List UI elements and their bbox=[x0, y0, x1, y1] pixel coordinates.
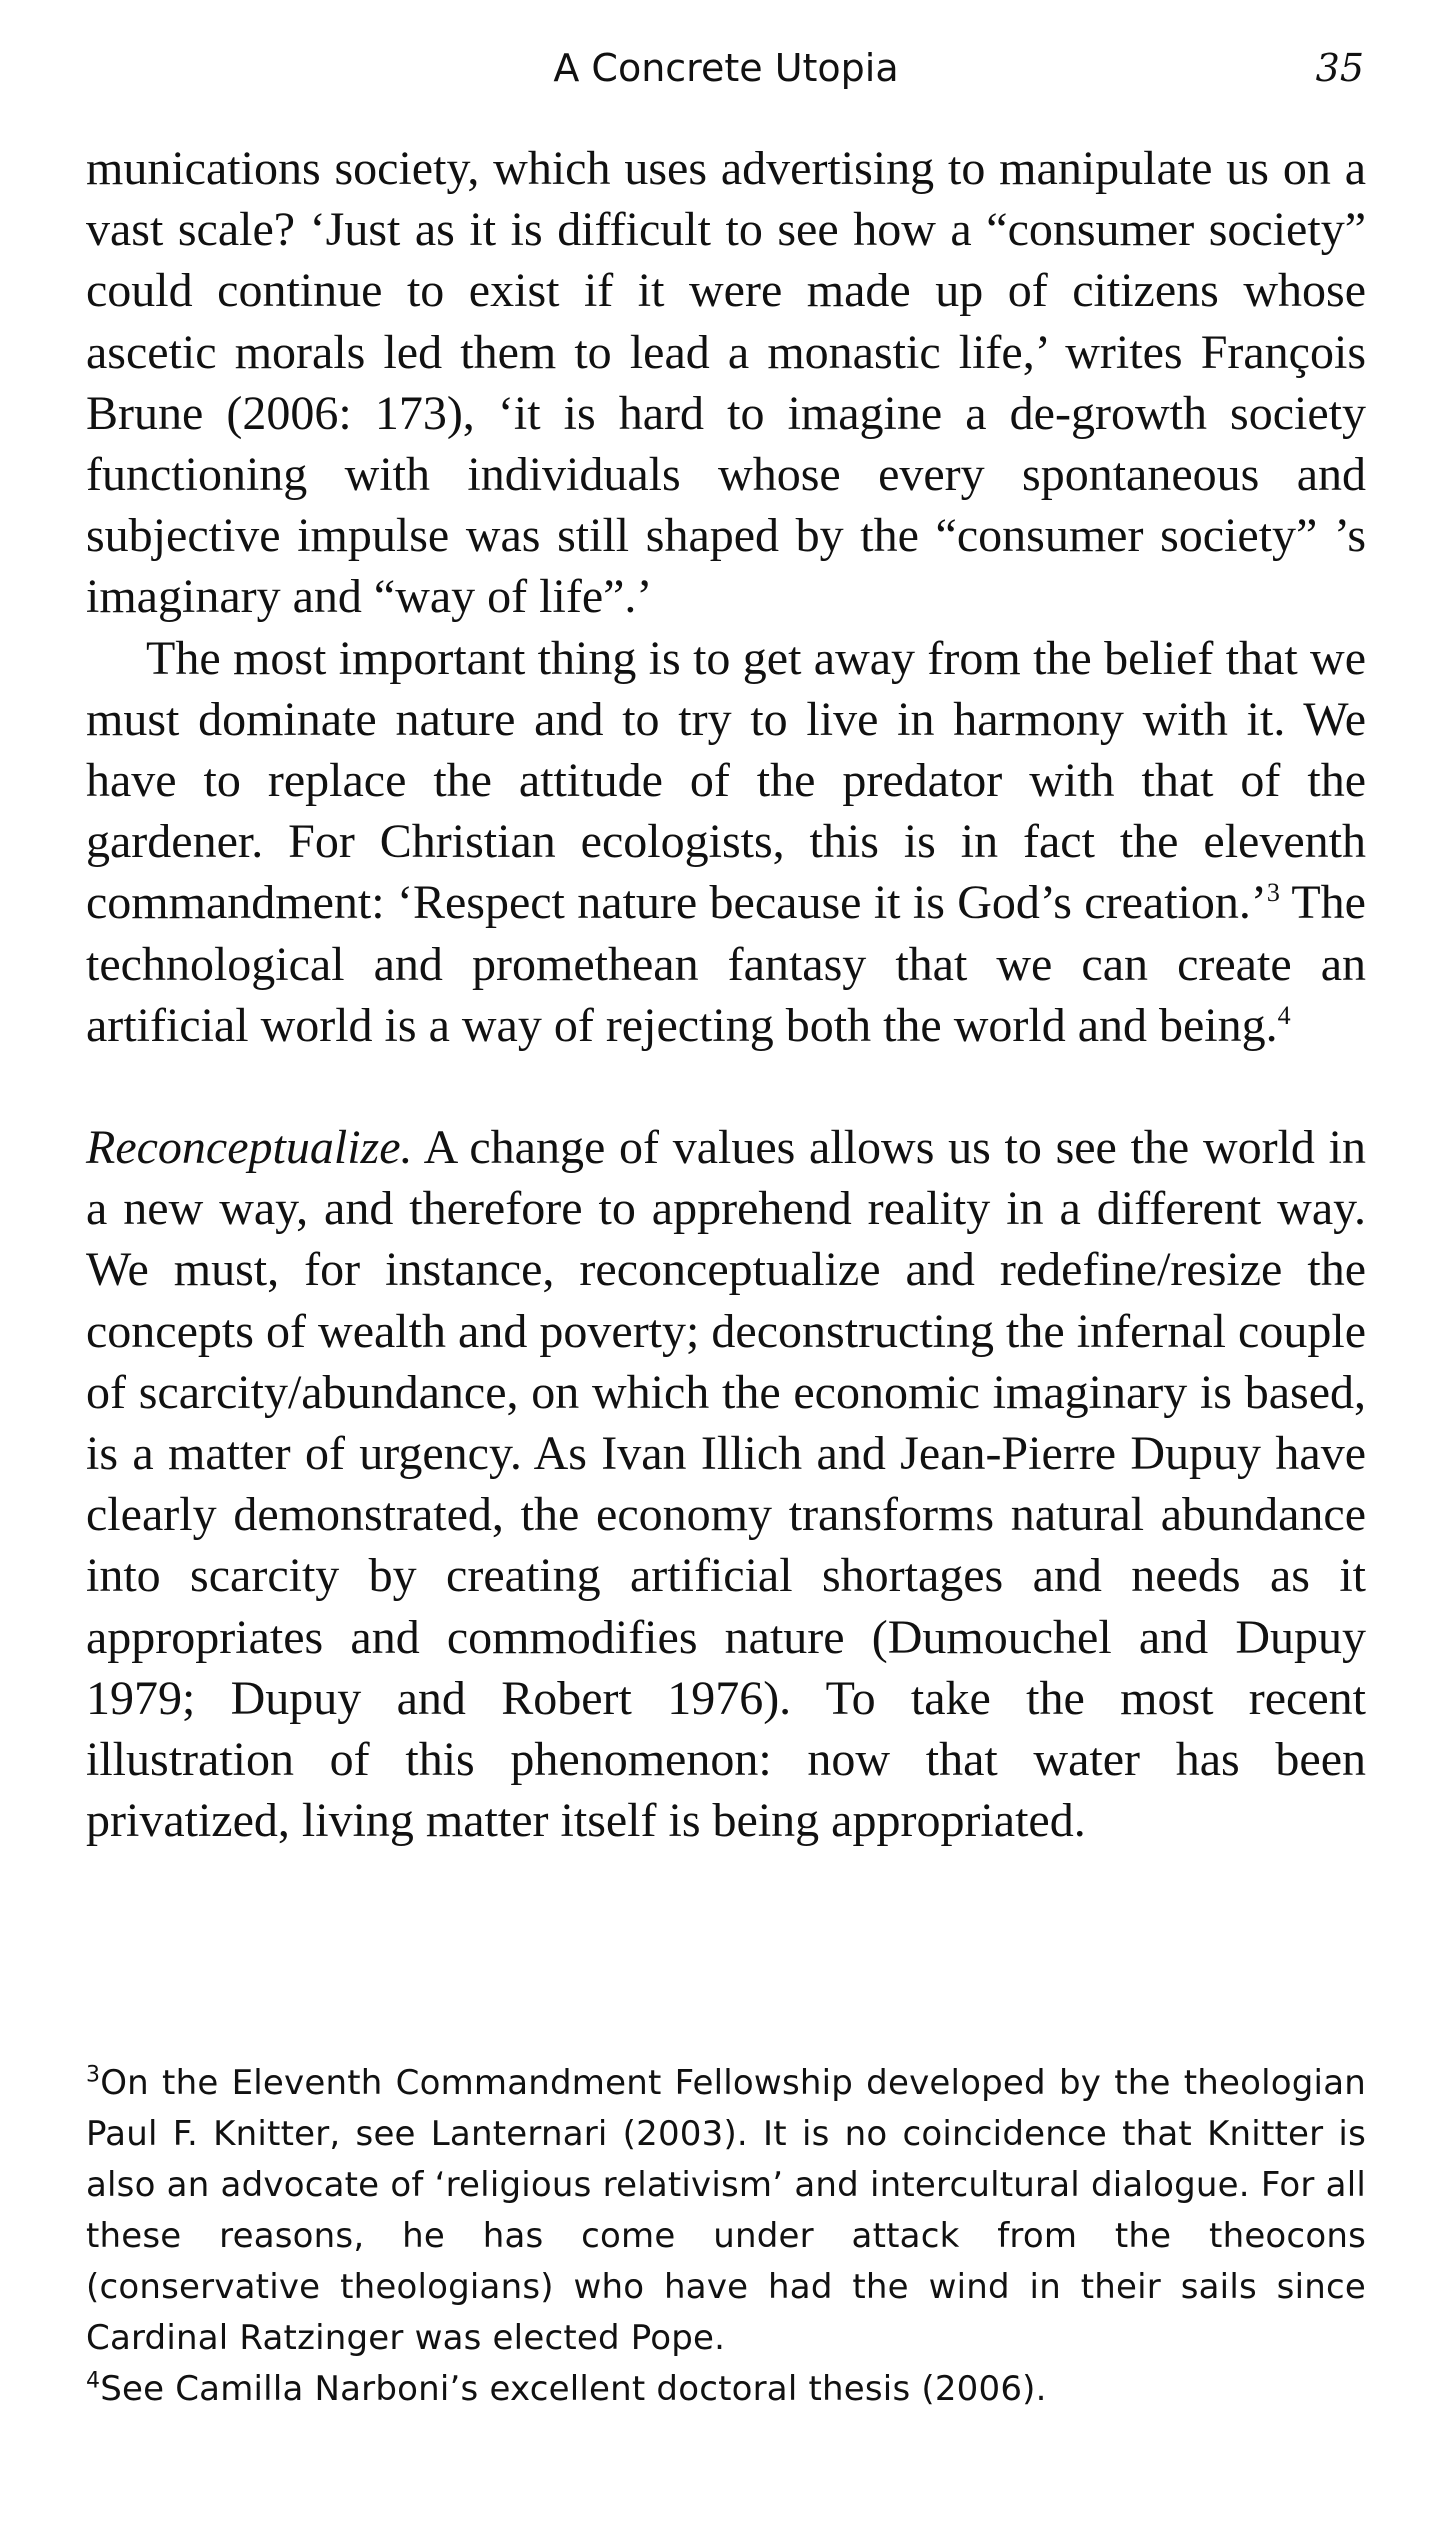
paragraph-2-text-b: The technological and promethean fantasy that we can create an artificial world is a way of rejecting both the world and being. bbox=[86, 876, 1366, 1052]
body-text bbox=[86, 138, 1366, 1851]
footnotes bbox=[86, 2058, 1366, 2415]
footnote-ref-4: 4 bbox=[1277, 1000, 1291, 1030]
footnote-4 bbox=[86, 2364, 1366, 2415]
running-title: A Concrete Utopia bbox=[553, 46, 899, 90]
footnote-mark-3: 3 bbox=[86, 2062, 101, 2088]
paragraph-3-text: A change of values allows us to see the world in a new way, and therefore to apprehend reality in a different way. We must, for instance, reconceptualize and redefine/resize the concepts of wealth and poverty; deconstructing the infernal couple of scarcity/abundance, on which the economic imaginary is based, is a matter of urgency. As Ivan Illich and Jean-Pierre Dupuy have clearly demonstrated, the economy transforms natural abundance into scarcity by creating artificial shortages and needs as it appropriates and commodifies nature (Dumouchel and Dupuy 1979; Dupuy and Robert 1976). To take the most recent illustration of this phenomenon: now that water has been privatized, living matter itself is being appropriated. bbox=[86, 1121, 1366, 1848]
footnote-mark-4: 4 bbox=[86, 2368, 101, 2394]
paragraph-2-text-a: The most important thing is to get away from the belief that we must dominate nature and to try to live in harmony with it. We have to replace the attitude of the predator with that of the gardener. For Christian ecologists, this is in fact the eleventh commandment: ‘Respect nature because it is God’s creation.’ bbox=[86, 631, 1366, 930]
running-head bbox=[86, 46, 1366, 106]
paragraph-2 bbox=[86, 628, 1366, 1056]
footnote-3-text: On the Eleventh Commandment Fellowship developed by the theologian Paul F. Knitter, see Lanternari (2003). It is no coincidence that Knitter is also an advocate of ‘religious relativism’ and intercultural dialogue. For all these reasons, he has come under attack from the theocons (conservative theologians) who have had the wind in their sails since Cardinal Ratzinger was elected Pope. bbox=[86, 2063, 1366, 2358]
page-number: 35 bbox=[1315, 46, 1364, 90]
paragraph-1: munications society, which uses advertising to manipulate us on a vast scale? ‘Just as it is difficult to see how a “consumer society” could continue to exist if it were made up of citizens whose ascetic morals led them to lead a monastic life,’ writes François Brune (2006: 173), ‘it is hard to imagine a de-growth society functioning with individuals whose every spontaneous and subjective impulse was still shaped by the “consumer society” ’s imaginary and “way of life”.’ bbox=[86, 142, 1366, 624]
footnote-ref-3: 3 bbox=[1266, 878, 1280, 908]
footnote-3 bbox=[86, 2058, 1366, 2364]
section-heading: Reconceptualize. bbox=[86, 1121, 413, 1175]
paragraph-3 bbox=[86, 1117, 1366, 1851]
footnote-4-text: See Camilla Narboni’s excellent doctoral thesis (2006). bbox=[100, 2369, 1047, 2409]
